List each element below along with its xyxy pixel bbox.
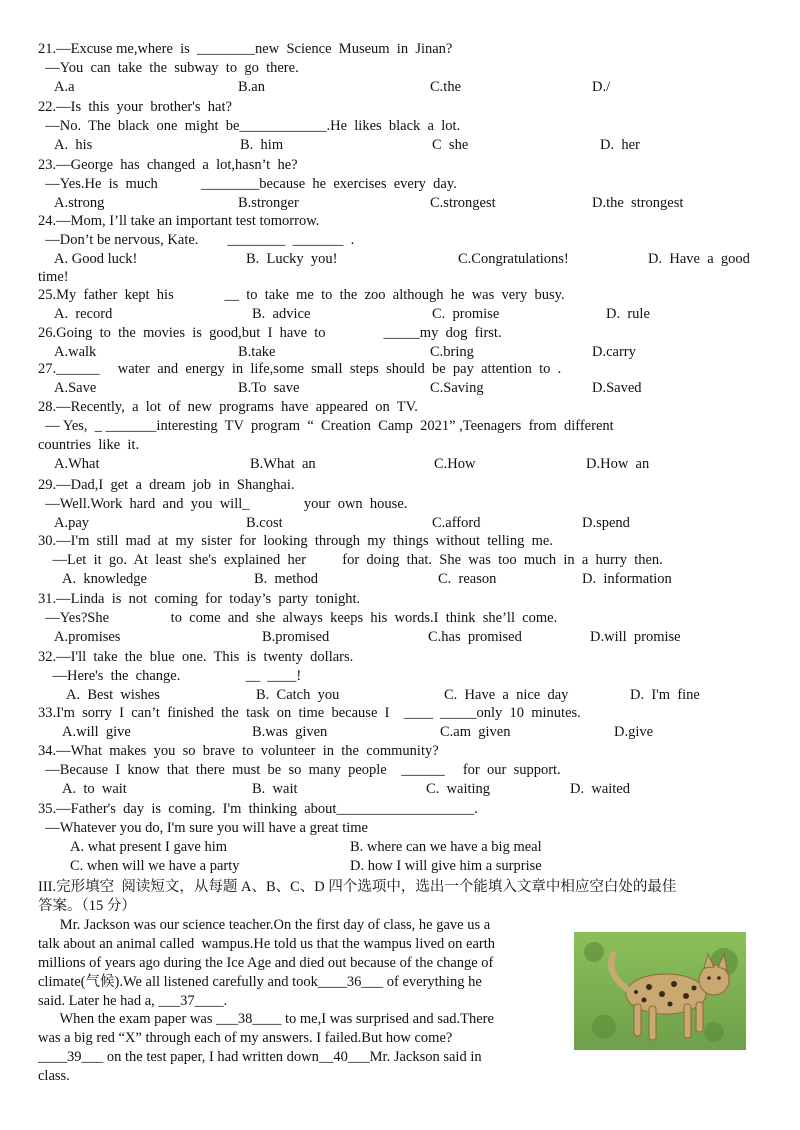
question-31-line: 31.—Linda is not coming for today’s party tonight. (38, 591, 361, 607)
question-25-option: C. promise (432, 306, 500, 322)
question-24-option: A. Good luck! (54, 251, 138, 267)
passage-line: class. (38, 1068, 70, 1084)
passage-line: Mr. Jackson was our science teacher.On the first day of class, he gave us a (38, 917, 491, 933)
question-23-line: —Yes.He is much ________because he exercises every day. (38, 176, 457, 192)
question-22-option: B. him (240, 137, 284, 153)
question-28-option: B.What an (250, 456, 316, 472)
question-34-line: —Because I know that there must be so many people ______ for our support. (38, 762, 561, 778)
question-24-continuation: time! (38, 269, 69, 285)
question-28-line: — Yes, _ _______interesting TV program “ Creation Camp 2021” ,Teenagers from different (38, 418, 614, 434)
question-29-option: B.cost (246, 515, 283, 531)
question-22-line: 22.—Is this your brother's hat? (38, 99, 232, 115)
question-32-line: —Here's the change. __ ____! (38, 668, 302, 684)
question-23-option: C.strongest (430, 195, 496, 211)
question-25-line: 25.My father kept his __ to take me to the zoo although he was very busy. (38, 287, 565, 303)
question-33-option: B.was given (252, 724, 328, 740)
question-31-line: —Yes?She to come and she always keeps his words.I think she’ll come. (38, 610, 558, 626)
question-21-line: —You can take the subway to go there. (38, 60, 299, 76)
question-31-option: D.will promise (590, 629, 681, 645)
question-22-line: —No. The black one might be____________.He likes black a lot. (38, 118, 461, 134)
question-33-option: D.give (614, 724, 654, 740)
question-24-option: D. Have a good (648, 251, 750, 267)
question-26-option: C.bring (430, 344, 474, 360)
question-22-option: C she (432, 137, 469, 153)
question-34-option: D. waited (570, 781, 630, 797)
question-24-line: 24.—Mom, I’ll take an important test tomorrow. (38, 213, 320, 229)
question-30-option: B. method (254, 571, 319, 587)
question-27-option: B.To save (238, 380, 300, 396)
passage-line: millions of years ago during the Ice Age and died out because of the change of (38, 955, 494, 971)
question-31-option: B.promised (262, 629, 330, 645)
question-21-option: A.a (54, 79, 75, 95)
passage-paragraph-1 (38, 916, 558, 1011)
question-35-option: C. when will we have a party (70, 858, 240, 874)
question-34-line: 34.—What makes you so brave to volunteer in the community? (38, 743, 439, 759)
question-32-option: A. Best wishes (66, 687, 160, 703)
question-31-option: C.has promised (428, 629, 522, 645)
cat-illustration (574, 932, 746, 1050)
question-34-option: A. to wait (62, 781, 127, 797)
question-35-option: B. where can we have a big meal (350, 839, 542, 855)
question-29-line: —Well.Work hard and you will_ your own house. (38, 496, 408, 512)
passage-line: said. Later he had a, ___37____. (38, 993, 228, 1009)
question-28-option: D.How an (586, 456, 650, 472)
question-24-option: C.Congratulations! (458, 251, 569, 267)
passage-paragraph-2 (38, 1010, 558, 1086)
question-27-line: 27.______ water and energy in life,some small steps should be pay attention to . (38, 361, 562, 377)
question-35-line: —Whatever you do, I'm sure you will have a great time (38, 820, 368, 836)
question-30-line: 30.—I'm still mad at my sister for looking through my things without telling me. (38, 533, 553, 549)
question-35-option: D. how I will give him a surprise (350, 858, 542, 874)
question-33-option: C.am given (440, 724, 511, 740)
question-27-option: A.Save (54, 380, 97, 396)
question-26-option: B.take (238, 344, 276, 360)
question-23-option: B.stronger (238, 195, 299, 211)
question-33-option: A.will give (62, 724, 131, 740)
question-32-option: C. Have a nice day (444, 687, 569, 703)
question-31-option: A.promises (54, 629, 121, 645)
question-30-option: A. knowledge (62, 571, 147, 587)
question-23-option: D.the strongest (592, 195, 684, 211)
question-29-option: C.afford (432, 515, 481, 531)
question-25-option: D. rule (606, 306, 650, 322)
question-28-option: A.What (54, 456, 100, 472)
question-29-line: 29.—Dad,I get a dream job in Shanghai. (38, 477, 295, 493)
question-35-option: A. what present I gave him (70, 839, 228, 855)
question-35-line: 35.—Father's day is coming. I'm thinking about___________________. (38, 801, 478, 817)
question-34-option: C. waiting (426, 781, 491, 797)
question-28-option: C.How (434, 456, 476, 472)
passage-line: ____39___ on the test paper, I had written down__40___Mr. Jackson said in (38, 1049, 482, 1065)
question-30-option: C. reason (438, 571, 497, 587)
question-24-option: B. Lucky you! (246, 251, 338, 267)
section-heading-cont: 答案。（15 分） (38, 898, 136, 914)
question-30-option: D. information (582, 571, 672, 587)
question-21-option: D./ (592, 79, 611, 95)
question-30-line: —Let it go. At least she's explained her for doing that. She was too much in a hurry then. (38, 552, 663, 568)
passage-line: talk about an animal called wampus.He told us that the wampus lived on earth (38, 936, 496, 952)
question-24-line: —Don’t be nervous, Kate. ________ _______ . (38, 232, 355, 248)
question-25-option: A. record (54, 306, 113, 322)
question-29-option: A.pay (54, 515, 90, 531)
question-33-line: 33.I'm sorry I can’t finished the task on time because I ____ _____only 10 minutes. (38, 705, 581, 721)
question-32-option: D. I'm fine (630, 687, 700, 703)
question-21-option: C.the (430, 79, 462, 95)
question-25-option: B. advice (252, 306, 311, 322)
question-26-option: A.walk (54, 344, 97, 360)
question-28-line: 28.—Recently, a lot of new programs have appeared on TV. (38, 399, 418, 415)
question-21-option: B.an (238, 79, 265, 95)
passage-line: climate(气候).We all listened carefully and took____36___ of everything he (38, 974, 482, 990)
question-32-option: B. Catch you (256, 687, 340, 703)
question-22-option: A. his (54, 137, 93, 153)
section-heading: III.完形填空 阅读短文，从每题 A、B、C、D 四个选项中，选出一个能填入文章中相应空白处的最佳 (38, 879, 677, 895)
question-22-option: D. her (600, 137, 640, 153)
passage-line: When the exam paper was ___38____ to me,I was surprised and sad.There (38, 1011, 494, 1027)
question-34-option: B. wait (252, 781, 298, 797)
question-21-line: 21.—Excuse me,where is ________new Science Museum in Jinan? (38, 41, 453, 57)
cat-photo (574, 932, 746, 1050)
question-28-line: countries like it. (38, 437, 140, 453)
question-29-option: D.spend (582, 515, 630, 531)
question-23-line: 23.—George has changed a lot,hasn’t he? (38, 157, 298, 173)
question-23-option: A.strong (54, 195, 105, 211)
question-26-line: 26.Going to the movies is good,but I have to _____my dog first. (38, 325, 502, 341)
passage-line: was a big red “X” through each of my answers. I failed.But how come? (38, 1030, 453, 1046)
question-32-line: 32.—I'll take the blue one. This is twenty dollars. (38, 649, 354, 665)
question-27-option: C.Saving (430, 380, 484, 396)
question-27-option: D.Saved (592, 380, 642, 396)
question-26-option: D.carry (592, 344, 636, 360)
